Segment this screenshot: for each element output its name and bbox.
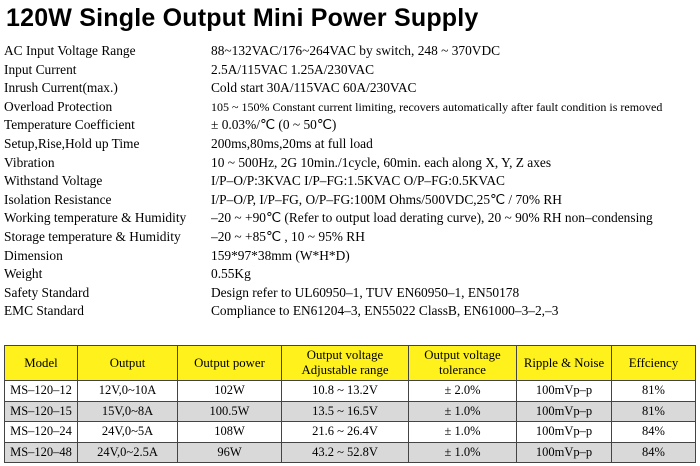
spec-row-safety bbox=[4, 284, 696, 303]
spec-label: Input Current bbox=[4, 61, 77, 77]
cell-range: 10.8 ~ 13.2V bbox=[282, 381, 409, 402]
spec-row-ac-input bbox=[4, 42, 696, 61]
cell-power: 102W bbox=[178, 381, 282, 402]
cell-range: 43.2 ~ 52.8V bbox=[282, 442, 409, 463]
spec-row-isolation bbox=[4, 191, 696, 210]
spec-value: 2.5A/115VAC 1.25A/230VAC bbox=[211, 61, 375, 77]
spec-value: Compliance to EN61204–3, EN55022 ClassB, EN61000–3–2,–3 bbox=[211, 303, 559, 319]
spec-label: Vibration bbox=[4, 154, 55, 170]
spec-list bbox=[4, 42, 696, 321]
table-row bbox=[5, 401, 696, 422]
spec-value: Design refer to UL60950–1, TUV EN60950–1, EN50178 bbox=[211, 284, 520, 300]
header-adjustable-range: Output voltage Adjustable range bbox=[282, 346, 409, 381]
spec-row-working-temp bbox=[4, 209, 696, 228]
spec-row-storage-temp bbox=[4, 228, 696, 247]
cell-power: 96W bbox=[178, 442, 282, 463]
header-model: Model bbox=[5, 346, 78, 381]
cell-tolerance: ± 1.0% bbox=[409, 401, 517, 422]
spec-label: AC Input Voltage Range bbox=[4, 43, 136, 58]
cell-efficiency: 81% bbox=[612, 381, 696, 402]
spec-label: Isolation Resistance bbox=[4, 191, 112, 207]
spec-value: 0.55Kg bbox=[211, 266, 251, 282]
table-row bbox=[5, 422, 696, 443]
cell-tolerance: ± 1.0% bbox=[409, 422, 517, 443]
table-row bbox=[5, 442, 696, 463]
spec-label: Weight bbox=[4, 266, 43, 282]
cell-model: MS–120–24 bbox=[5, 422, 78, 443]
cell-power: 100.5W bbox=[178, 401, 282, 422]
cell-power: 108W bbox=[178, 422, 282, 443]
cell-ripple: 100mVp–p bbox=[517, 422, 612, 443]
header-efficiency: Effciency bbox=[612, 346, 696, 381]
spec-label: Dimension bbox=[4, 247, 63, 263]
spec-row-temp-coefficient bbox=[4, 116, 696, 135]
header-output-power: Output power bbox=[178, 346, 282, 381]
spec-label: Withstand Voltage bbox=[4, 173, 103, 189]
spec-row-setup-time bbox=[4, 135, 696, 154]
cell-output: 12V,0~10A bbox=[78, 381, 178, 402]
cell-ripple: 100mVp–p bbox=[517, 381, 612, 402]
table-header-row bbox=[5, 346, 696, 381]
spec-row-vibration bbox=[4, 154, 696, 173]
model-table bbox=[4, 345, 696, 463]
spec-value: ± 0.03%/℃ (0 ~ 50℃) bbox=[211, 117, 337, 133]
spec-label: Setup,Rise,Hold up Time bbox=[4, 135, 140, 151]
cell-ripple: 100mVp–p bbox=[517, 442, 612, 463]
cell-tolerance: ± 2.0% bbox=[409, 381, 517, 402]
cell-range: 21.6 ~ 26.4V bbox=[282, 422, 409, 443]
spec-value: Cold start 30A/115VAC 60A/230VAC bbox=[211, 80, 417, 96]
cell-model: MS–120–12 bbox=[5, 381, 78, 402]
spec-value: –20 ~ +85℃ , 10 ~ 95% RH bbox=[211, 228, 365, 244]
cell-output: 24V,0~5A bbox=[78, 422, 178, 443]
cell-model: MS–120–15 bbox=[5, 401, 78, 422]
spec-row-emc bbox=[4, 302, 696, 321]
cell-output: 15V,0~8A bbox=[78, 401, 178, 422]
spec-value: 88~132VAC/176~264VAC by switch, 248 ~ 370VDC bbox=[211, 43, 501, 58]
spec-row-dimension bbox=[4, 247, 696, 266]
spec-label: Safety Standard bbox=[4, 284, 90, 300]
spec-value: –20 ~ +90℃ (Refer to output load derating curve), 20 ~ 90% RH non–condensing bbox=[211, 210, 653, 226]
spec-row-withstand-voltage bbox=[4, 172, 696, 191]
header-voltage-tolerance: Output voltage tolerance bbox=[409, 346, 517, 381]
spec-label: Inrush Current(max.) bbox=[4, 80, 118, 96]
spec-value: 105 ~ 150% Constant current limiting, recovers automatically after fault condition is removed bbox=[211, 99, 663, 114]
spec-row-weight bbox=[4, 265, 696, 284]
spec-value: 10 ~ 500Hz, 2G 10min./1cycle, 60min. each along X, Y, Z axes bbox=[211, 154, 552, 170]
cell-model: MS–120–48 bbox=[5, 442, 78, 463]
spec-row-overload bbox=[4, 98, 696, 117]
spec-label: EMC Standard bbox=[4, 303, 84, 319]
spec-value: I/P–O/P:3KVAC I/P–FG:1.5KVAC O/P–FG:0.5KVAC bbox=[211, 173, 505, 189]
spec-value: 159*97*38mm (W*H*D) bbox=[211, 247, 350, 263]
spec-label: Storage temperature & Humidity bbox=[4, 228, 181, 244]
spec-label: Overload Protection bbox=[4, 98, 113, 114]
header-output: Output bbox=[78, 346, 178, 381]
cell-ripple: 100mVp–p bbox=[517, 401, 612, 422]
cell-efficiency: 84% bbox=[612, 442, 696, 463]
page-title: 120W Single Output Mini Power Supply bbox=[6, 4, 479, 32]
cell-range: 13.5 ~ 16.5V bbox=[282, 401, 409, 422]
spec-row-inrush-current bbox=[4, 79, 696, 98]
spec-label: Temperature Coefficient bbox=[4, 117, 135, 133]
cell-efficiency: 81% bbox=[612, 401, 696, 422]
header-ripple-noise: Ripple & Noise bbox=[517, 346, 612, 381]
table-row bbox=[5, 381, 696, 402]
spec-value: I/P–O/P, I/P–FG, O/P–FG:100M Ohms/500VDC,25℃ / 70% RH bbox=[211, 191, 562, 207]
cell-output: 24V,0~2.5A bbox=[78, 442, 178, 463]
spec-label: Working temperature & Humidity bbox=[4, 210, 187, 226]
spec-row-input-current bbox=[4, 61, 696, 80]
spec-value: 200ms,80ms,20ms at full load bbox=[211, 135, 373, 151]
cell-tolerance: ± 1.0% bbox=[409, 442, 517, 463]
cell-efficiency: 84% bbox=[612, 422, 696, 443]
